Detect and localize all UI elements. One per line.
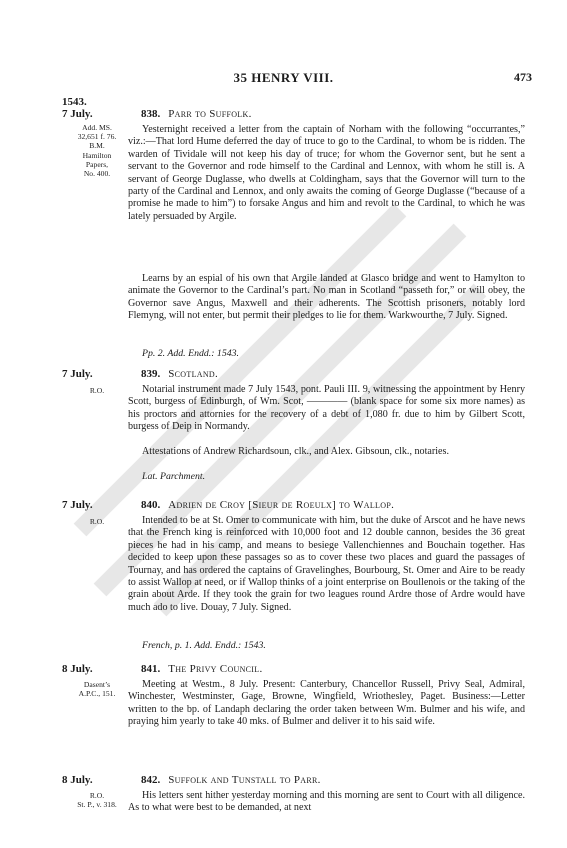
source-reference — [62, 123, 132, 178]
entry-date: 8 July. — [62, 774, 93, 786]
entry-body: Meeting at Westm., 8 July. Present: Canterbury, Chancellor Russell, Privy Seal, Admiral, Winchester, Westminster, Gage, Browne, Wingfield, Wriothesley, Paget. Business:—Letter written to the bp. of Landaph declaring the order taken between Wm. Bulmer and his wife, and praying him yearly to take 40 mks. of Bulmer and deliver it to his said wife. — [128, 679, 525, 728]
entry-body: Yesternight received a letter from the captain of Norham with the following “occurrantes,” viz.:—That lord Hume deferred the day of truce to go to the Cardinal, to whom be is ridden. The warden of Tividale will not keep his day of truce; for whom the Governor sent, but he sent a servant to the Governor and rode himself to the Cardinal and Lennox, with whom he still is. A servant of George Duglasse, who dwells at Coldingham, says that the Governor will turn to the party of the Cardinal and Lennox, and only awaits the coming of George Duglasse (“because of a promise he made to him”) to forsake Angus and him and revolt to the Cardinal, to which he was lately persuaded by Argile. — [128, 124, 525, 222]
source-line: R.O. — [89, 386, 105, 395]
source-line: 32,651 f. 76. — [77, 132, 117, 142]
entry-number: 842. — [141, 774, 161, 786]
entry-endorsement: Pp. 2. Add. Endd.: 1543. — [142, 348, 239, 359]
entry-heading — [141, 368, 218, 380]
entry-date: 7 July. — [62, 368, 93, 380]
source-line: Add. MS. — [82, 123, 112, 132]
entry-heading — [141, 663, 263, 675]
source-reference — [62, 680, 132, 698]
entry-date: 7 July. — [62, 499, 93, 511]
entry-endorsement: French, p. 1. Add. Endd.: 1543. — [142, 640, 266, 651]
entry-body-continued: Learns by an espial of his own that Argile landed at Glasco bridge and went to Hamylton to animate the Governor to the Cardinal’s part. No man in Scotland “passeth for,” or will obey, the Governor save Angus, Maxwell and their adherents. The Scottish prisoners, notably lord Flemyng, will not enter, but permit their pledges to lie for them. Warkwourthe, 7 July. Signed. — [128, 273, 525, 322]
source-line: R.O. — [89, 517, 105, 526]
entry-date: 8 July. — [62, 663, 93, 675]
source-line: A.P.C., 151. — [78, 689, 116, 699]
entry-title: The Privy Council. — [168, 663, 263, 675]
entry-body: His letters sent hither yesterday morning and this morning are sent to Court with all diligence. As to what were best to be demanded, at next — [128, 790, 525, 814]
page-number: 473 — [514, 70, 532, 84]
entry-body-continued: Attestations of Andrew Richardsoun, clk., and Alex. Gibsoun, clk., notaries. — [142, 446, 449, 457]
entry-number: 841. — [141, 663, 161, 675]
year-label: 1543. — [62, 96, 87, 108]
entry-endorsement: Lat. Parchment. — [142, 471, 206, 482]
source-reference — [62, 386, 132, 395]
source-line: B.M. — [89, 141, 105, 151]
running-header — [0, 70, 567, 90]
source-reference — [62, 517, 132, 526]
source-line: Papers, — [85, 159, 109, 169]
source-line: No. 400. — [83, 169, 111, 179]
entry-date: 7 July. — [62, 108, 93, 120]
source-line: Hamilton — [82, 150, 112, 160]
source-line: St. P., v. 318. — [77, 800, 117, 810]
source-reference — [62, 791, 132, 809]
entry-body: Notarial instrument made 7 July 1543, pont. Pauli III. 9, witnessing the appointment by Henry Scott, burgess of Edinburgh, of Wm. Scot, ———— (blank space for some six more names) as his proctors and attornies for the recovery of a debt of 1,080 fr. due to him by Gilbert Scott, burgess of Deip in Normandy. — [128, 384, 525, 433]
entry-number: 839. — [141, 368, 161, 380]
entry-heading — [141, 774, 321, 786]
entry-number: 838. — [141, 108, 161, 120]
entry-title: Suffolk and Tunstall to Parr. — [168, 774, 321, 786]
running-title: 35 HENRY VIII. — [233, 70, 334, 85]
entry-body: Intended to be at St. Omer to communicate with him, but the duke of Arscot and he have news that the French king is reinforced with 10,000 foot and 12 double cannon, besides the 36 great pieces he had in his camp, and means to besiege Vallenchiennes and Bouchain together. Has decided to keep upon these passages so as to cover these two places and guard the passages of Tournay, and has ordered the captains of Gravelinghes, Bourbourg, St. Omer and Aire to be ready to assist Wallop at need, or if Wallop thinks of a joint enterprise on Boullenois or the taking of the grain about Arde. If they took the grain for two leagues round Ardre those of Ardre would have much ado to live. Douay, 7 July. Signed. — [128, 515, 525, 613]
entry-heading — [141, 499, 394, 511]
source-line: Dasent’s — [83, 680, 111, 689]
entry-number: 840. — [141, 499, 161, 511]
entry-title: Adrien de Croy [Sieur de Roeulx] to Wallop. — [168, 499, 395, 511]
entry-title: Scotland. — [168, 368, 219, 380]
entry-heading — [141, 108, 252, 120]
entry-title: Parr to Suffolk. — [168, 108, 252, 120]
source-line: R.O. — [89, 791, 105, 800]
